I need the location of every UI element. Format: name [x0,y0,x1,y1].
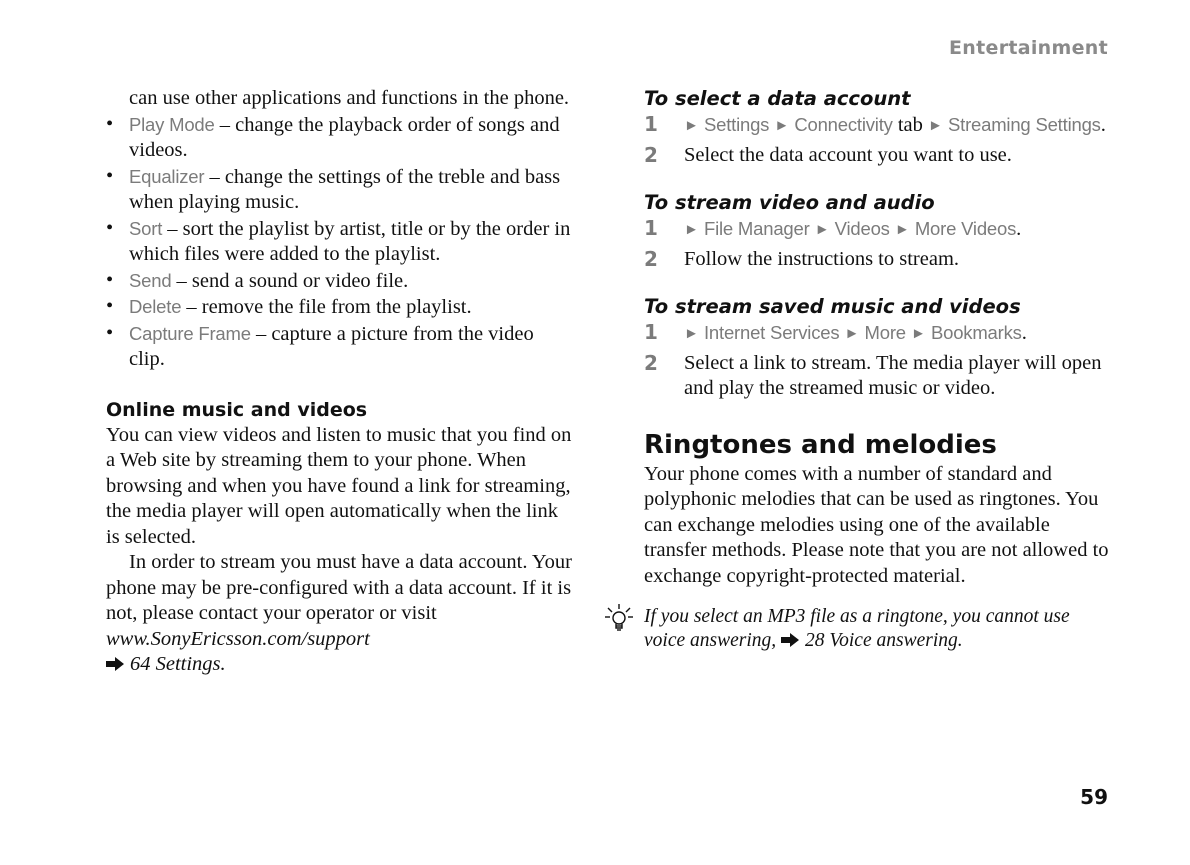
tip-reference: 28 Voice answering [805,630,958,651]
menu-arrow-icon: ► [684,118,699,134]
bullet-icon: • [106,112,114,135]
option-item-equalizer [106,164,574,216]
step-number: 1 [644,320,658,344]
settings-reference-text: 64 Settings [130,653,221,675]
online-heading: Online music and videos [106,398,368,421]
tab-word: tab [892,114,929,136]
option-item-sort [106,216,574,268]
saved-step-2 [644,351,1110,402]
stream-step-1 [644,216,1110,245]
step-text: Select a link to stream. The media player will open and play the streamed music or video. [684,351,1102,399]
menu-item-videos: Videos [834,218,890,239]
menu-item-connectivity: Connectivity [794,114,893,135]
menu-item-name: Delete [129,296,182,317]
menu-arrow-icon: ► [684,222,699,238]
option-item-play-mode [106,112,574,164]
menu-item-name: Sort [129,217,163,239]
saved-step-1 [644,320,1110,349]
stream-heading: To stream video and audio [644,191,935,214]
select-step-2 [644,143,1110,169]
select-step-1 [644,112,1110,141]
right-column [644,86,1110,653]
reference-period: . [220,653,226,675]
online-paragraph-1: You can view videos and listen to music that you find on a Web site by streaming them to your phone. When browsing and when you have found a link for streaming, the media player will open automatically when the link is selected. [106,423,572,548]
stream-step-2 [644,247,1110,273]
bullet-icon: • [106,321,114,344]
menu-item-name: Equalizer [129,165,205,187]
menu-item-settings: Settings [703,114,770,135]
option-description: – capture a picture from the video clip. [129,322,534,370]
tip-period: . [957,630,963,651]
menu-arrow-icon: ► [928,118,943,134]
bullet-icon: • [106,268,114,291]
menu-item-name: Capture Frame [129,322,251,344]
support-url: www.SonyEricsson.com/support [106,627,370,650]
option-description: – sort the playlist by artist, title or by the order in which files were added to the playlist. [129,217,571,265]
tip-note [644,605,1110,653]
menu-item-name: Play Mode [129,113,215,135]
option-description: – remove the file from the playlist. [181,296,472,318]
online-paragraph-2-text: In order to stream you must have a data account. Your phone may be pre-configured with a data account. If it is not, please contact your operator or visit [106,551,572,624]
settings-reference [106,652,574,678]
option-description: – send a sound or video file. [171,269,409,292]
menu-item-streaming-settings: Streaming Settings [948,114,1101,135]
step-period: . [1016,218,1022,240]
bullet-icon: • [106,295,114,317]
page-number: 59 [1080,785,1108,809]
arrow-right-icon [781,633,799,647]
menu-arrow-icon: ► [774,118,790,134]
option-item-delete [106,294,574,321]
menu-arrow-icon: ► [911,326,926,342]
option-description: – change the playback order of songs and videos. [129,113,560,161]
tip-text: If you select an MP3 file as a ringtone, you cannot use voice answering, [644,606,1070,651]
step-period: . [1021,322,1027,344]
menu-arrow-icon: ► [894,222,910,238]
lead-in-text: can use other applications and functions in the phone. [129,87,570,109]
ringtones-heading: Ringtones and melodies [644,429,997,460]
lightbulb-icon [604,603,634,633]
step-number: 2 [644,246,658,271]
menu-item-internet-services: Internet Services [703,322,840,343]
option-item-send [106,268,574,295]
step-number: 2 [644,142,658,167]
menu-item-more-videos: More Videos [914,218,1017,239]
step-number: 1 [644,216,658,240]
saved-heading: To stream saved music and videos [644,295,1021,318]
ringtones-paragraph: Your phone comes with a number of standard and polyphonic melodies that can be used as ringtones. You can exchange melodies using one of the available transfer methods. Please note that you are not allowed to exchange copyright-protected material. [644,462,1109,587]
left-column [106,86,574,678]
menu-item-bookmarks: Bookmarks [930,322,1022,343]
menu-item-more: More [864,322,906,343]
menu-item-file-manager: File Manager [703,218,810,239]
step-number: 1 [644,112,658,136]
step-text: Select the data account you want to use. [684,143,1012,166]
online-paragraph-2 [106,550,574,652]
option-item-capture-frame [106,321,574,373]
step-number: 2 [644,350,658,375]
menu-arrow-icon: ► [814,222,830,238]
menu-arrow-icon: ► [684,326,699,342]
menu-arrow-icon: ► [844,326,860,342]
step-text: Follow the instructions to stream. [684,247,960,270]
option-description: – change the settings of the treble and bass when playing music. [129,165,561,213]
section-title: Entertainment [949,37,1108,59]
menu-item-name: Send [129,269,172,291]
bullet-icon: • [106,216,114,239]
bullet-icon: • [106,164,114,187]
select-account-heading: To select a data account [644,87,911,110]
arrow-right-icon [106,657,124,671]
step-period: . [1100,114,1106,136]
